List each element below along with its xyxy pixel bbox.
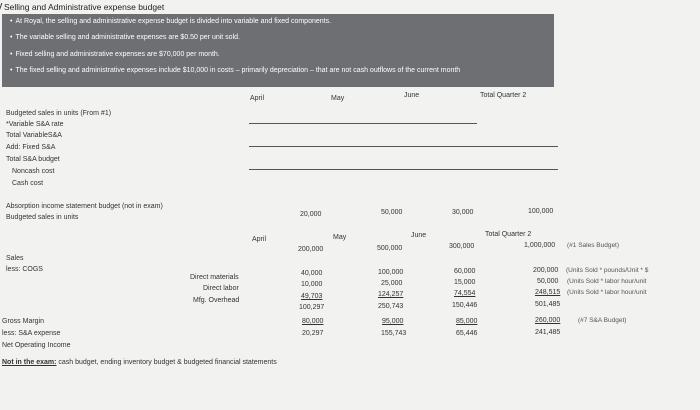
abs-header-may: May — [333, 234, 347, 241]
dm-label: Direct materials — [190, 274, 239, 281]
sa-row-total-variable: Total VariableS&A — [6, 132, 62, 139]
sales-label: Sales — [6, 255, 24, 262]
footer-note-bold: Not in the exam: — [2, 359, 57, 366]
sa-row-cash: Cash cost — [12, 180, 44, 187]
sales-may: 500,000 — [377, 245, 403, 252]
dl-note: (Units Sold * labor hour/unit — [567, 278, 647, 285]
cogs-total-april: 100,297 — [299, 304, 325, 311]
page-title: Selling and Administrative expense budget — [4, 2, 165, 12]
sa-row-fixed: Add: Fixed S&A — [6, 144, 56, 151]
sales-note: (#1 Sales Budget) — [567, 242, 620, 249]
sa-header-april: April — [250, 95, 265, 102]
sa-header-may: May — [331, 95, 345, 102]
sa-expense-label: less: S&A expense — [2, 330, 61, 337]
sa-may: 95,000 — [382, 318, 404, 325]
sa-rule-1 — [249, 123, 477, 124]
sa-row-rate: *Variable S&A rate — [6, 121, 64, 128]
dl-april: 10,000 — [301, 281, 323, 288]
dl-may: 25,000 — [381, 280, 403, 287]
footer-note-text: cash budget, ending inventory budget & budgeted financial statements — [56, 359, 277, 366]
noi-april: 20,297 — [302, 330, 324, 337]
abs-header-june: June — [411, 232, 427, 239]
sales-april: 200,000 — [298, 246, 324, 253]
gross-margin-label: Gross Margin — [2, 318, 45, 325]
absorption-heading: Absorption income statement budget (not in exam) — [6, 203, 163, 210]
abs-header-total: Total Quarter 2 — [485, 231, 532, 238]
oh-april: 49,703 — [301, 293, 323, 300]
units-april: 20,000 — [300, 211, 322, 218]
sa-header-total: Total Quarter 2 — [480, 92, 527, 99]
bullet-2: • The variable selling and administrative expenses are $0.50 per unit sold. — [10, 34, 240, 41]
oh-total: 248,515 — [535, 289, 561, 296]
dm-june: 60,000 — [454, 268, 476, 275]
sa-note: (#7 S&A Budget) — [578, 317, 627, 324]
dm-april: 40,000 — [301, 270, 323, 277]
dm-note: (Units Sold * pounds/Unit * $ — [566, 267, 649, 274]
noi-june: 65,446 — [456, 330, 478, 337]
sa-rule-2 — [249, 146, 558, 147]
units-may: 50,000 — [381, 209, 403, 216]
dl-total: 50,000 — [537, 278, 559, 285]
oh-label: Mfg. Overhead — [193, 297, 240, 304]
footer-note — [2, 359, 277, 366]
bullet-1: • At Royal, the selling and administrative expense budget is divided into variable and fixed components. — [10, 18, 331, 25]
cogs-total-may: 250,743 — [378, 303, 404, 310]
sa-total: 260,000 — [535, 317, 561, 324]
bullet-4: • The fixed selling and administrative expenses include $10,000 in costs – primarily depreciation – that are not cash outflows of the current month — [10, 67, 460, 74]
sales-total: 1,000,000 — [524, 242, 556, 249]
sa-header-june: June — [404, 92, 420, 99]
cogs-total-june: 150,446 — [452, 302, 478, 309]
noi-total: 241,485 — [535, 329, 561, 336]
dl-label: Direct labor — [203, 285, 239, 292]
sa-row-noncash: Noncash cost — [12, 168, 55, 175]
noi-label: Net Operating Income — [2, 342, 71, 349]
sales-june: 300,000 — [449, 243, 475, 250]
dm-total: 200,000 — [533, 267, 559, 274]
noi-may: 155,743 — [381, 330, 407, 337]
absorption-units-label: Budgeted sales in units — [6, 214, 79, 221]
oh-may: 124,257 — [378, 291, 404, 298]
sa-april: 80,000 — [302, 318, 324, 325]
abs-header-april: April — [252, 236, 267, 243]
bullet-band — [2, 14, 554, 87]
cogs-label: less: COGS — [6, 266, 43, 273]
sa-row-units: Budgeted sales in units (From #1) — [6, 110, 112, 117]
units-june: 30,000 — [452, 209, 474, 216]
sa-rule-3 — [249, 169, 558, 170]
oh-june: 74,554 — [454, 290, 476, 297]
sa-row-total-sa: Total S&A budget — [6, 156, 60, 163]
units-total: 100,000 — [528, 208, 554, 215]
oh-note: (Units Sold * labor hour/unit — [567, 289, 647, 296]
dm-may: 100,000 — [378, 269, 404, 276]
bullet-3: • Fixed selling and administrative expenses are $70,000 per month. — [10, 51, 220, 58]
cogs-total-total: 501,485 — [535, 301, 561, 308]
dl-june: 15,000 — [454, 279, 476, 286]
sa-june: 85,000 — [456, 318, 478, 325]
